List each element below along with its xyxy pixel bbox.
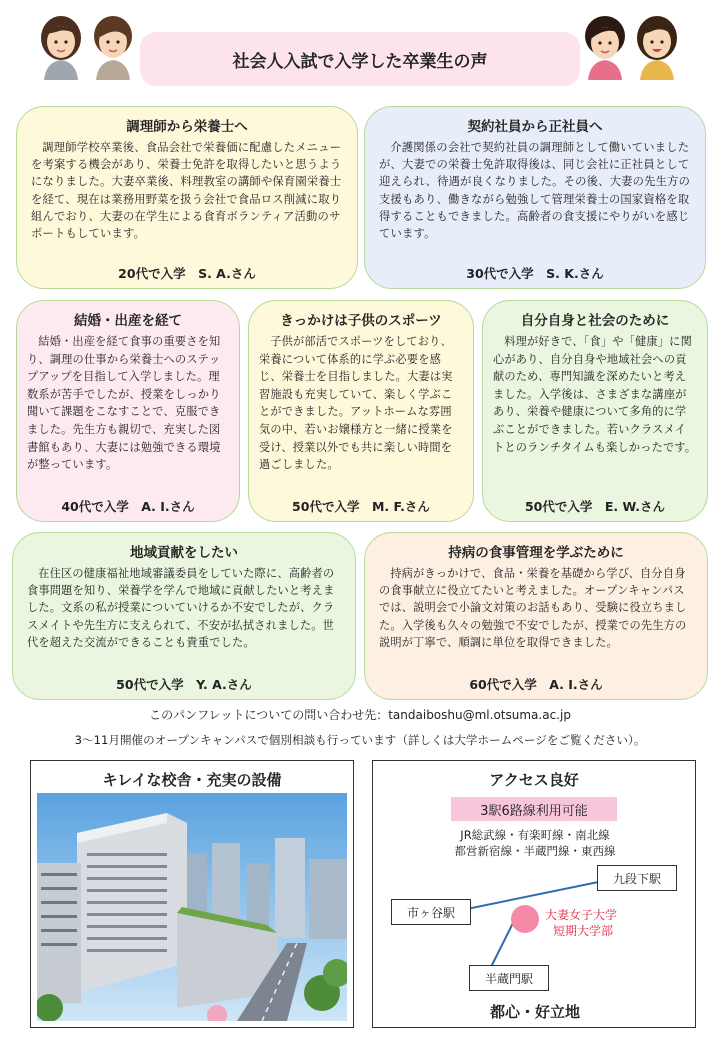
testimonial-card (16, 106, 358, 289)
card-heading: 自分自身と社会のために (520, 313, 670, 329)
card-signature: 50代で入学 Y. A.さん (116, 677, 252, 692)
campus-photo (37, 793, 347, 1021)
train-lines-1: JR総武線・有楽町線・南北線 (460, 828, 610, 842)
testimonial-card (364, 532, 708, 700)
card-body: 介護関係の会社で契約社員の調理師として働いていましたが、大妻での栄養士免許取得後は、同じ会社に正社員として迎えられ、待遇が良くなりました。その後、大妻の先生方の支援もあり、働きながら勉強して管理栄養士の国家資格を取得することもできました。高齢者の食支援にやりがいを感じています。 (379, 141, 691, 241)
card-body: 結婚・出産を経て食事の重要さを知り、調理の仕事から栄養士へのステップアップを目指して入学しました。理数系が苦手でしたが、授業をしっかり聞いて課題をこなすことで、克服できました。先生方も親切で、充実した図書館もあり、大妻には勉強できる環境が整っています。 (27, 335, 221, 472)
testimonial-card (16, 300, 240, 522)
access-title: アクセス良好 (489, 771, 579, 789)
testimonial-card (12, 532, 356, 700)
card-body: 料理が好きで、「食」や「健康」に関心があり、自分自身や地域社会への貢献のため、専門知識を深めたいと考えました。入学後は、さまざまな講座があり、栄養や健康について多角的に学ぶことができました。若いクラスメイトとのランチタイムも楽しかったです。 (493, 335, 697, 454)
campus-panel (30, 760, 354, 1028)
school-name-2: 短期大学部 (553, 924, 614, 938)
testimonial-card (248, 300, 474, 522)
page-title: 社会人入試で入学した卒業生の声 (140, 32, 580, 86)
woman-avatar-icon (36, 12, 86, 80)
card-heading: 結婚・出産を経て (74, 313, 182, 329)
testimonial-card (364, 106, 706, 289)
school-location (545, 907, 645, 939)
station-ichigaya: 市ヶ谷駅 (391, 899, 471, 925)
card-heading: 地域貢献をしたい (130, 545, 238, 561)
contact-info: このパンフレットについての問い合わせ先：tandaiboshu@ml.otsuma.ac.jp (149, 708, 571, 722)
card-body: 子供が部活でスポーツをしており、栄養について体系的に学ぶ必要を感じ、栄養士を目指しました。大妻は実習施設も充実していて、楽しく学ぶことができました。アットホームな雰囲気の中、若いお嬢様方と一緒に授業を受け、授業以外でも共に楽しい時間を過ごしました。 (259, 335, 453, 472)
card-heading: 調理師から栄養士へ (126, 119, 248, 135)
station-hanzomon: 半蔵門駅 (469, 965, 549, 991)
lines-badge: 3駅6路線利用可能 (451, 797, 617, 821)
card-signature: 30代で入学 S. K.さん (466, 266, 604, 281)
train-lines-2: 都営新宿線・半蔵門線・東西線 (454, 844, 616, 858)
card-signature: 50代で入学 M. F.さん (292, 499, 430, 514)
card-heading: 持病の食事管理を学ぶために (448, 545, 624, 561)
card-signature: 50代で入学 E. W.さん (524, 499, 666, 514)
card-signature: 20代で入学 S. A.さん (118, 266, 256, 281)
consultation-info: 3～11月開催のオープンキャンパスで個別相談も行っています（詳しくは大学ホームページをご覧ください）。 (74, 733, 646, 747)
campus-title: キレイな校舎・充実の設備 (102, 771, 282, 789)
card-heading: 契約社員から正社員へ (467, 119, 603, 135)
card-body: 在住区の健康福祉地域審議委員をしていた際に、高齢者の食事問題を知り、栄養学を学んで地域に貢献したいと考えました。文系の私が授業についていけるか不安でしたが、クラスメイトや先生方に支えられて、不安が払拭されました。世代を超えた交流ができることも貴重でした。 (27, 567, 335, 649)
card-signature: 40代で入学 A. I.さん (61, 499, 195, 514)
access-panel (372, 760, 696, 1028)
woman-avatar-icon (88, 12, 138, 80)
card-body: 持病がきっかけで、食品・栄養を基礎から学び、自分自身の食事献立に役立てたいと考えました。オープンキャンパスでは、説明会で小論文対策のお話もあり、受験に役立ちました。入学後も久々の勉強で不安でしたが、授業での先生方の説明が丁寧で、順調に単位を取得できました。 (379, 567, 687, 649)
woman-avatar-icon (632, 12, 682, 80)
card-heading: きっかけは子供のスポーツ (280, 313, 442, 329)
card-body: 調理師学校卒業後、食品会社で栄養価に配慮したメニューを考案する機会があり、栄養士免許を取得したいと思うようになりました。大妻卒業後、料理教室の講師や保育園栄養士を経て、現在は業務用野菜を扱う会社で食品ロス削減に取り組んでおり、大妻の在学生による食育ボランティア活動のサポートもしています。 (31, 141, 342, 241)
card-signature: 60代で入学 A. I.さん (469, 677, 603, 692)
access-footer: 都心・好立地 (489, 1003, 580, 1021)
station-kudanshita: 九段下駅 (597, 865, 677, 891)
school-name-1: 大妻女子大学 (545, 908, 618, 922)
woman-avatar-icon (580, 12, 630, 80)
testimonial-card (482, 300, 708, 522)
